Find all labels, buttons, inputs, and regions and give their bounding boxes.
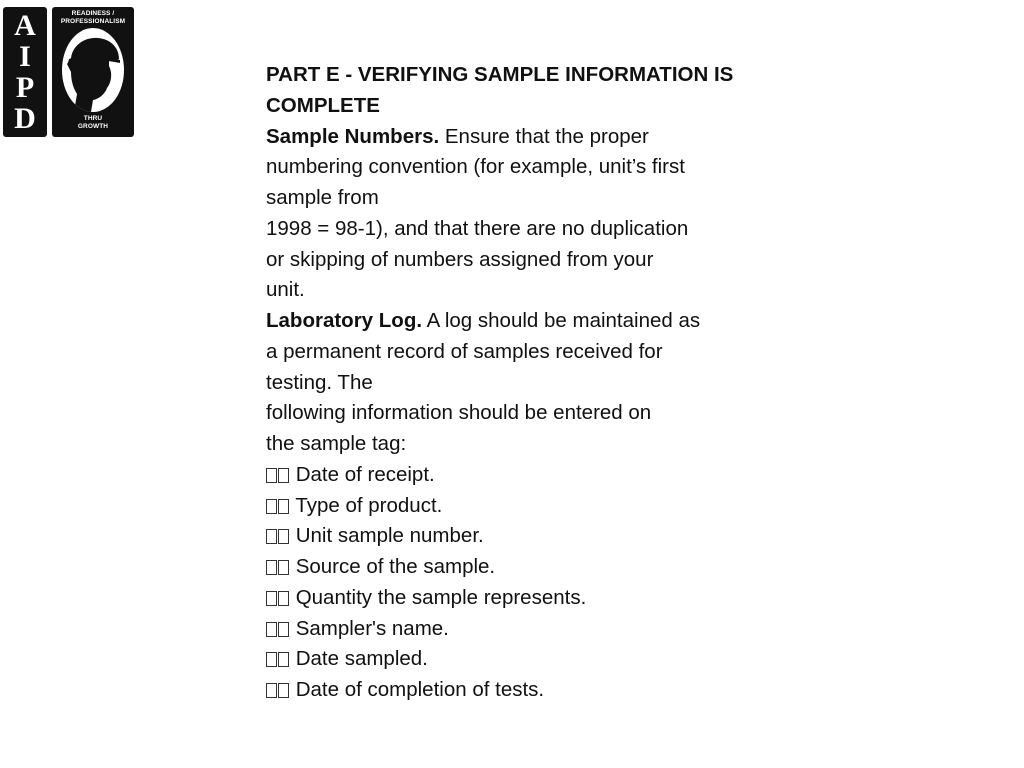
- missing-glyph-box-icon: [278, 591, 289, 606]
- logo-bottom-text: [52, 115, 134, 131]
- list-item: [266, 675, 766, 706]
- laboratory-log-text-line2: a permanent record of samples received for: [266, 339, 663, 363]
- list-item-text: Quantity the sample represents.: [295, 585, 587, 609]
- list-item: [266, 583, 766, 614]
- section-heading-line2: COMPLETE: [266, 93, 380, 117]
- logo-letter-p: P: [15, 71, 35, 104]
- missing-glyph-box-icon: [266, 529, 277, 544]
- sample-numbers-text-line5: or skipping of numbers assigned from your: [266, 247, 654, 271]
- laboratory-log-label: Laboratory Log.: [266, 309, 423, 332]
- list-item: [266, 644, 766, 675]
- sample-numbers-text-line3: sample from: [266, 186, 379, 209]
- logo-top-text: [52, 10, 134, 26]
- laboratory-log-text-line3: testing. The: [266, 370, 373, 394]
- section-heading: [266, 60, 766, 122]
- section-heading-line1: PART E - VERIFYING SAMPLE INFORMATION IS: [266, 63, 734, 86]
- missing-glyph-box-icon: [278, 560, 289, 575]
- missing-glyph-box-icon: [278, 652, 289, 667]
- sample-numbers-text-line1: Ensure that the proper: [439, 124, 649, 148]
- missing-glyph-box-icon: [278, 622, 289, 637]
- list-item: [266, 552, 766, 583]
- logo-top-text-line2: PROFESSIONALISM: [60, 18, 126, 25]
- sample-tag-list: [266, 460, 766, 706]
- logo-letter-d: D: [14, 102, 36, 135]
- missing-glyph-box-icon: [278, 468, 289, 483]
- list-item-text: Type of product.: [295, 493, 443, 517]
- list-item: [266, 491, 766, 522]
- sample-numbers-text-line4: 1998 = 98-1), and that there are no duplication: [266, 216, 689, 240]
- missing-glyph-box-icon: [278, 499, 289, 514]
- list-item-text: Unit sample number.: [295, 524, 484, 548]
- logo-bottom-text-line1: THRU: [83, 115, 103, 122]
- missing-glyph-box-icon: [266, 652, 277, 667]
- laboratory-log-text-line5: the sample tag:: [266, 432, 407, 455]
- logo-emblem: [52, 7, 134, 137]
- missing-glyph-box-icon: [266, 560, 277, 575]
- list-item: [266, 614, 766, 645]
- laboratory-log-text-line1: A log should be maintained as: [422, 309, 701, 332]
- list-item: [266, 460, 766, 491]
- sample-numbers-label: Sample Numbers.: [266, 124, 440, 148]
- sample-numbers-text-line2: numbering convention (for example, unit’s first: [266, 155, 685, 179]
- logo-letter-a: A: [14, 9, 36, 42]
- laboratory-log-paragraph: [266, 306, 766, 460]
- logo-top-text-line1: READINESS /: [71, 10, 115, 17]
- missing-glyph-box-icon: [278, 683, 289, 698]
- list-item: [266, 521, 766, 552]
- laboratory-log-text-line4: following information should be entered on: [266, 401, 652, 425]
- missing-glyph-box-icon: [266, 591, 277, 606]
- aipd-logo: [3, 7, 134, 137]
- list-item-text: Date sampled.: [295, 647, 428, 671]
- list-item-text: Date of completion of tests.: [295, 678, 545, 701]
- missing-glyph-box-icon: [266, 468, 277, 483]
- list-item-text: Sampler's name.: [295, 616, 449, 640]
- soldier-helmet-profile-icon: [62, 28, 124, 112]
- missing-glyph-box-icon: [266, 622, 277, 637]
- sample-numbers-text-line6: unit.: [266, 278, 305, 302]
- logo-letter-column: [3, 7, 47, 137]
- sample-numbers-paragraph: [266, 122, 766, 307]
- missing-glyph-box-icon: [266, 499, 277, 514]
- logo-bottom-text-line2: GROWTH: [77, 123, 109, 130]
- logo-letter-i: I: [19, 40, 31, 73]
- list-item-text: Date of receipt.: [295, 462, 435, 486]
- missing-glyph-box-icon: [278, 529, 289, 544]
- document-body: [266, 60, 766, 706]
- missing-glyph-box-icon: [266, 683, 277, 698]
- list-item-text: Source of the sample.: [295, 555, 496, 578]
